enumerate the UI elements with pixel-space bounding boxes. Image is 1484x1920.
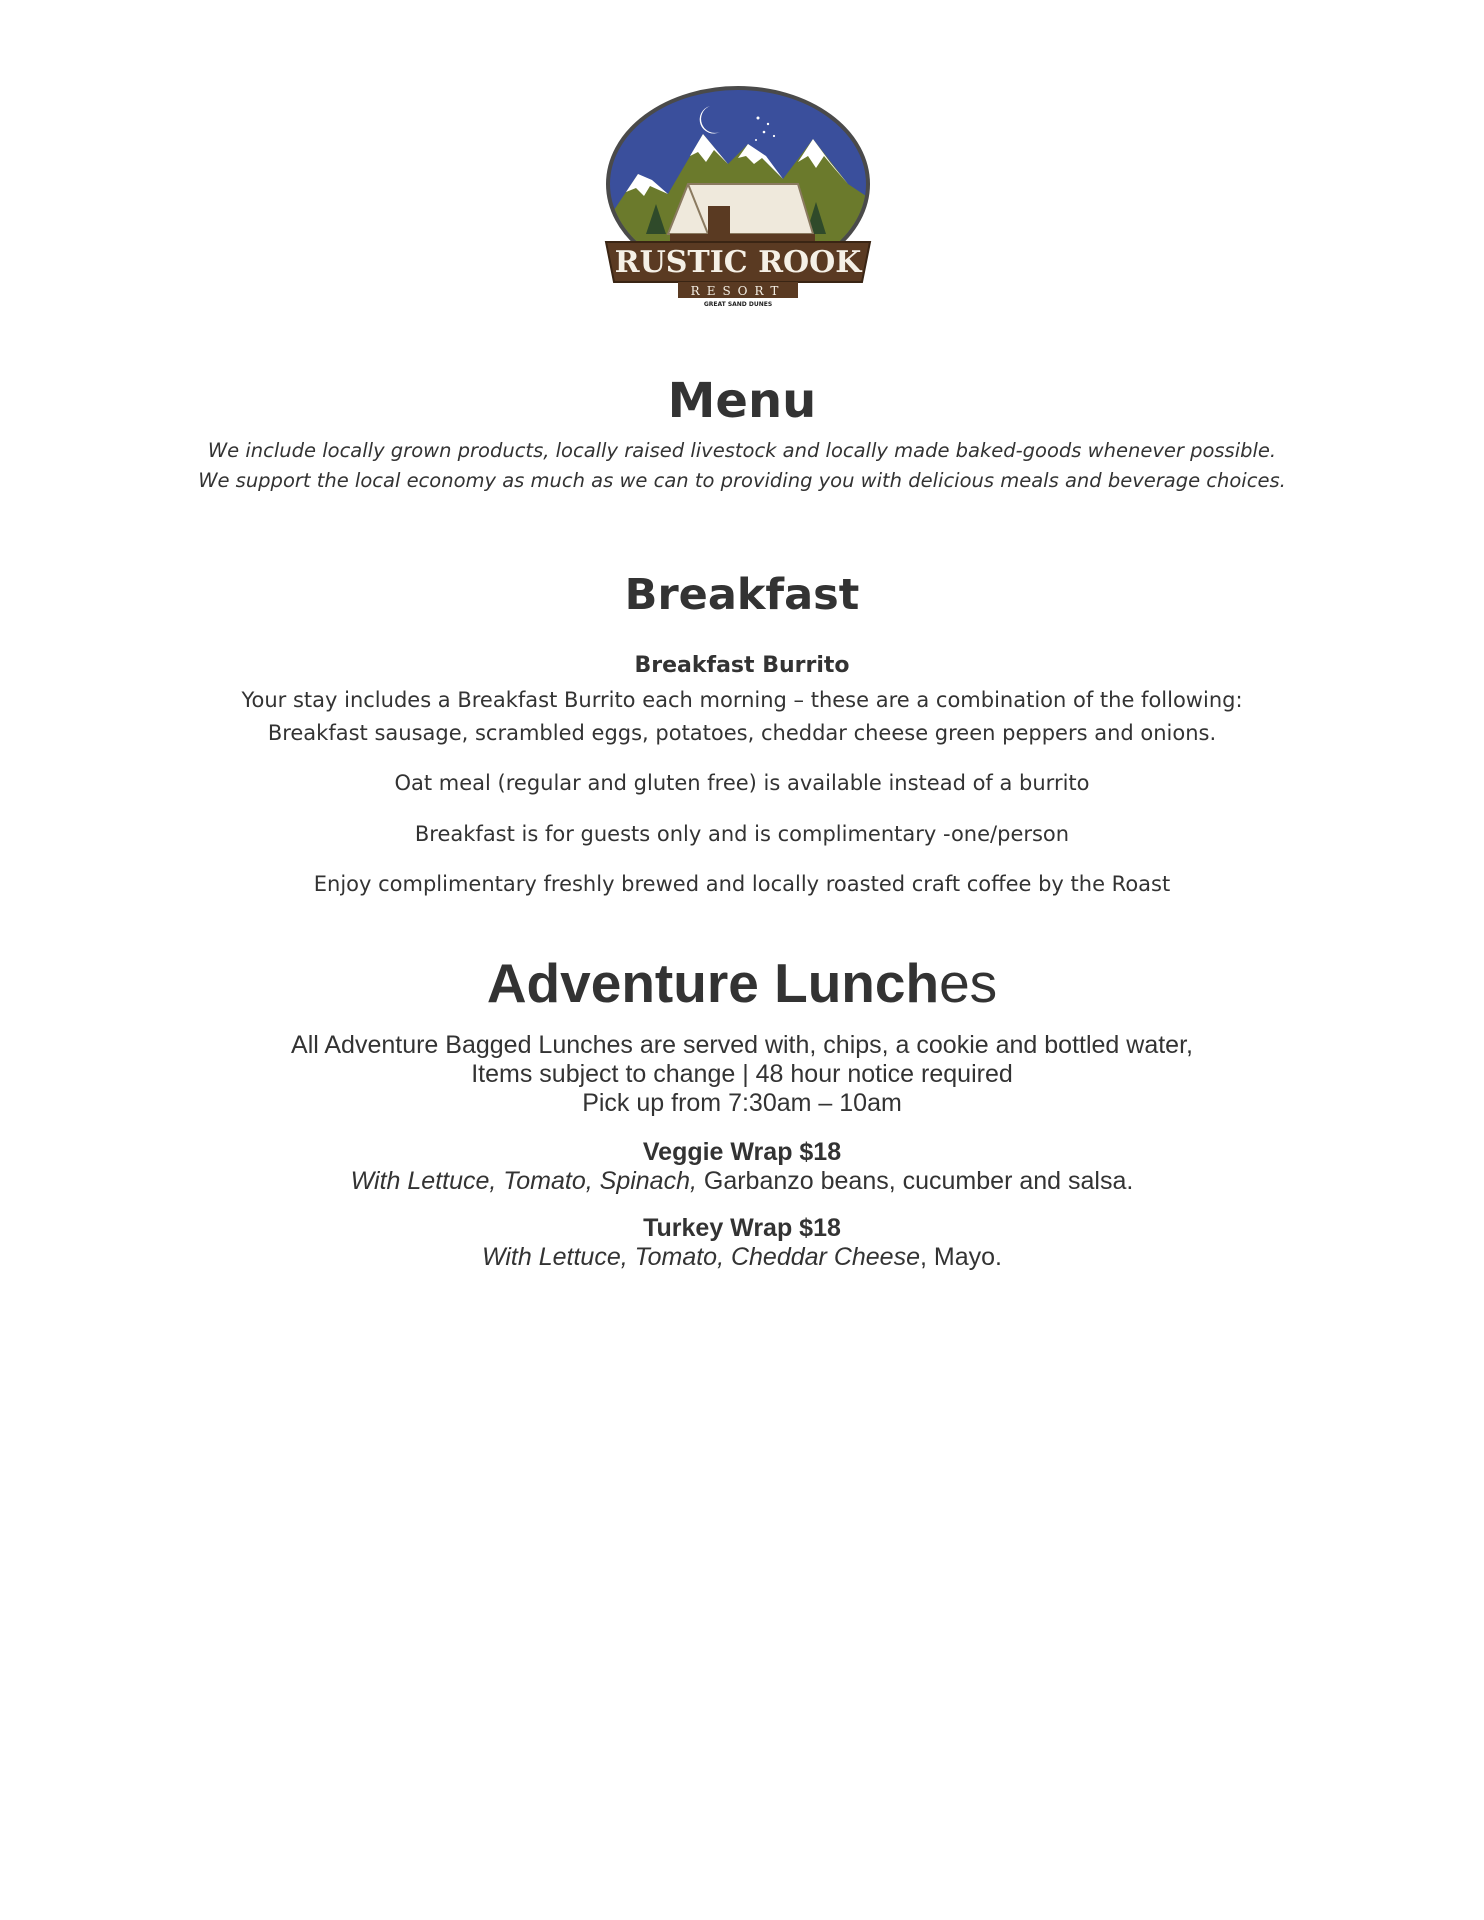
turkey-wrap-title: Turkey Wrap $18 (643, 1214, 841, 1242)
lunch-desc-2: Items subject to change | 48 hour notice required (471, 1060, 1013, 1088)
turkey-wrap-desc-regular: , Mayo. (920, 1243, 1002, 1271)
turkey-wrap-desc (0, 1243, 1484, 1272)
menu-intro-line-1: We include locally grown products, locally raised livestock and locally made baked-goods whenever possible. (207, 439, 1277, 462)
rustic-rook-logo (598, 84, 878, 308)
lunch-heading-regular: es (939, 952, 998, 1014)
breakfast-burrito-title: Breakfast Burrito (634, 653, 850, 678)
breakfast-burrito-desc-1: Your stay includes a Breakfast Burrito each morning – these are a combination of the following: (241, 688, 1243, 712)
turkey-wrap-desc-italic: With Lettuce, Tomato, Cheddar Cheese (482, 1243, 920, 1271)
breakfast-guests-note: Breakfast is for guests only and is complimentary -one/person (414, 822, 1070, 846)
veggie-wrap-desc-italic: With Lettuce, Tomato, Spinach, (350, 1167, 697, 1195)
adventure-lunches-heading (0, 950, 1484, 1016)
breakfast-heading: Breakfast (624, 570, 860, 620)
breakfast-coffee-note: Enjoy complimentary freshly brewed and locally roasted craft coffee by the Roast (313, 872, 1171, 896)
logo-brand-sub: RESORT (690, 284, 786, 298)
lunch-heading-bold: Adventure Lunch (486, 952, 940, 1014)
breakfast-burrito-desc-2: Breakfast sausage, scrambled eggs, potatoes, cheddar cheese green peppers and onions. (267, 721, 1217, 745)
logo-brand-name: RUSTIC ROOK (614, 245, 862, 280)
menu-title: Menu (667, 373, 817, 429)
breakfast-oatmeal-note: Oat meal (regular and gluten free) is available instead of a burrito (394, 771, 1090, 795)
lunch-desc-1: All Adventure Bagged Lunches are served with, chips, a cookie and bottled water, (291, 1031, 1193, 1059)
menu-intro-line-2: We support the local economy as much as we can to providing you with delicious meals and beverage choices. (198, 469, 1286, 492)
tent-icon (668, 184, 813, 234)
lunch-desc-3: Pick up from 7:30am – 10am (582, 1089, 902, 1117)
veggie-wrap-desc-regular: Garbanzo beans, cucumber and salsa. (696, 1167, 1134, 1195)
veggie-wrap-desc (0, 1167, 1484, 1196)
veggie-wrap-title: Veggie Wrap $18 (642, 1138, 842, 1166)
logo-brand-tagline: GREAT SAND DUNES (703, 301, 773, 308)
